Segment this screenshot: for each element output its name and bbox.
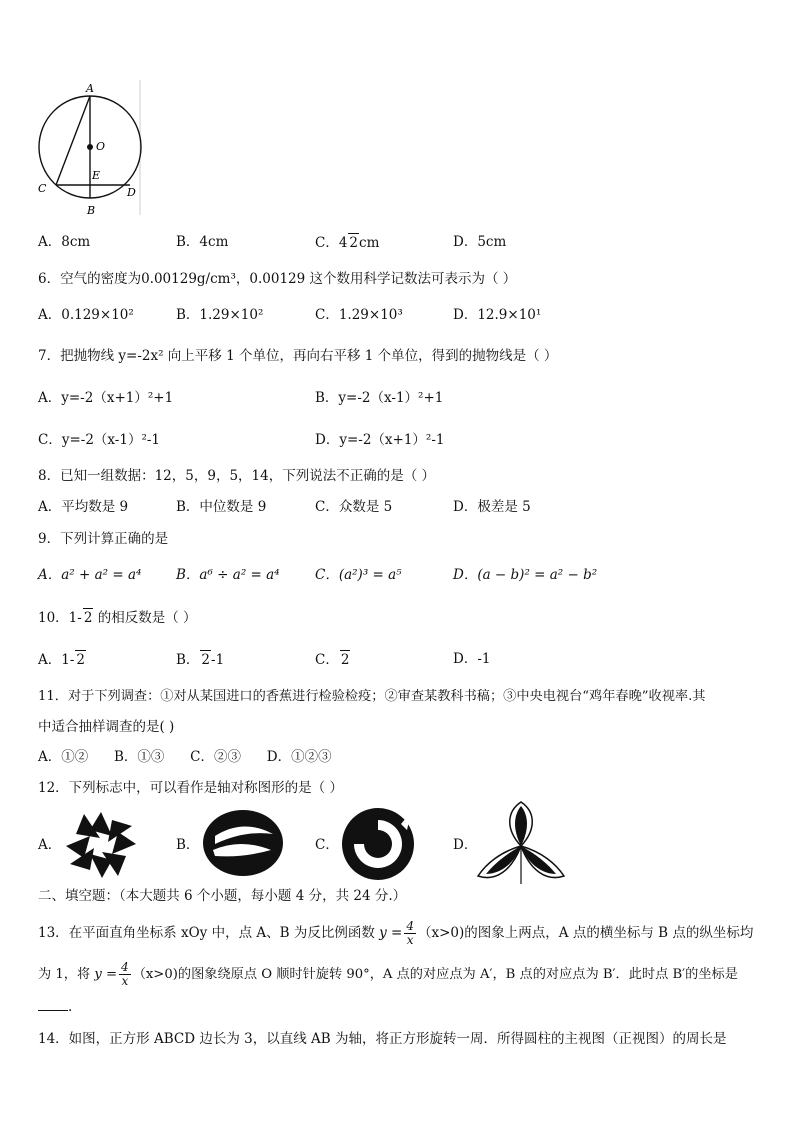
- label-b: B: [87, 204, 96, 217]
- q13-line1: 13．在平面直角坐标系 xOy 中，点 A、B 为反比例函数 y = $\frac{4}{x}$ （x>0)的图象上两点，A 点的横坐标与 B 点的纵坐标均: [38, 919, 754, 947]
- q8-option-b: B．中位数是 9: [176, 499, 267, 515]
- q8-option-c: C．众数是 5: [315, 499, 393, 515]
- q6-option-b: B．1.29×10²: [176, 307, 264, 323]
- logo-d-three-petal-icon: [476, 800, 566, 886]
- q10-stem: 10．1- 2 的相反数是（ ）: [38, 610, 197, 626]
- q5-option-b: B．4cm: [176, 234, 229, 250]
- section-2-heading: 二、填空题：（本大题共 6 个小题，每小题 4 分，共 24 分.）: [38, 888, 407, 904]
- label-d: D: [127, 186, 136, 199]
- label-e: E: [92, 169, 101, 182]
- logo-c-spiral-circle-icon: [339, 806, 417, 882]
- q7-option-a: A．y=-2（x+1）²+1: [38, 390, 174, 406]
- q10-option-c: C． 2: [315, 652, 350, 668]
- q7-option-d: D．y=-2（x+1）²-1: [315, 432, 445, 448]
- q7-option-b: B．y=-2（x-1）²+1: [315, 390, 444, 406]
- q6-option-a: A．0.129×10²: [38, 307, 134, 323]
- q14-stem: 14．如图，正方形 ABCD 边长为 3，以直线 AB 为轴，将正方形旋转一周．所得圆柱的主视图（正视图）的周长是: [38, 1031, 727, 1047]
- label-a: A: [86, 82, 94, 95]
- q9-stem: 9．下列计算正确的是: [38, 531, 169, 547]
- q7-stem: 7．把抛物线 y=-2x² 向上平移 1 个单位，再向右平移 1 个单位，得到的抛物线是（ ）: [38, 348, 558, 364]
- q8-option-d: D．极差是 5: [453, 499, 531, 515]
- q11-stem-line2: 中适合抽样调查的是( ): [38, 719, 175, 735]
- q5-option-c: C．4 2cm: [315, 235, 380, 251]
- circle-figure: [30, 80, 145, 220]
- label-c: C: [38, 182, 47, 195]
- q9-option-c: C．(a²)³ = a⁵: [315, 567, 402, 583]
- q10-option-b: B． 2-1: [176, 652, 225, 668]
- q9-option-b: B．a⁶ ÷ a² = a⁴: [176, 567, 280, 583]
- logo-a-swirl-star-icon: [62, 808, 140, 882]
- q11-options: A．①② B．①③ C．②③ D．①②③: [38, 749, 332, 765]
- q5-option-a: A．8cm: [38, 234, 91, 250]
- q12-option-c: C．: [315, 837, 339, 853]
- q8-stem: 8．已知一组数据：12，5，9，5，14，下列说法不正确的是（ ）: [38, 468, 436, 484]
- q12-stem: 12．下列标志中，可以看作是轴对称图形的是（ ）: [38, 780, 343, 796]
- label-o: O: [96, 140, 106, 153]
- q9-option-a: A．a² + a² = a⁴: [38, 567, 142, 583]
- q12-option-d: D．: [453, 837, 478, 853]
- logo-b-ellipse-band-icon: [201, 808, 285, 878]
- q6-option-d: D．12.9×10¹: [453, 307, 542, 323]
- q7-option-c: C．y=-2（x-1）²-1: [38, 432, 161, 448]
- q13-line2: 为 1，将 y = $\frac{4}{x}$ （x>0)的图象绕原点 O 顺时针旋转 90°，A 点的对应点为 A′，B 点的对应点为 B′．此时点 B′的坐标是: [38, 960, 738, 988]
- q5-option-d: D．5cm: [453, 234, 507, 250]
- q8-option-a: A．平均数是 9: [38, 499, 129, 515]
- q6-stem: 6．空气的密度为0.00129g/cm³，0.00129 这个数用科学记数法可表示为（ ）: [38, 271, 517, 287]
- q6-option-c: C．1.29×10³: [315, 307, 403, 323]
- q12-option-b: B．: [176, 837, 200, 853]
- q12-option-a: A．: [38, 837, 62, 853]
- q9-option-d: D．(a − b)² = a² − b²: [453, 567, 598, 583]
- q13-answer-blank[interactable]: .: [38, 998, 72, 1016]
- q10-option-d: D．-1: [453, 651, 491, 667]
- q11-stem-line1: 11．对于下列调查：①对从某国进口的香蕉进行检验检疫；②审查某教科书稿；③中央电视台“鸡年春晚”收视率.其: [38, 689, 706, 704]
- q10-option-a: A．1- 2: [38, 652, 85, 668]
